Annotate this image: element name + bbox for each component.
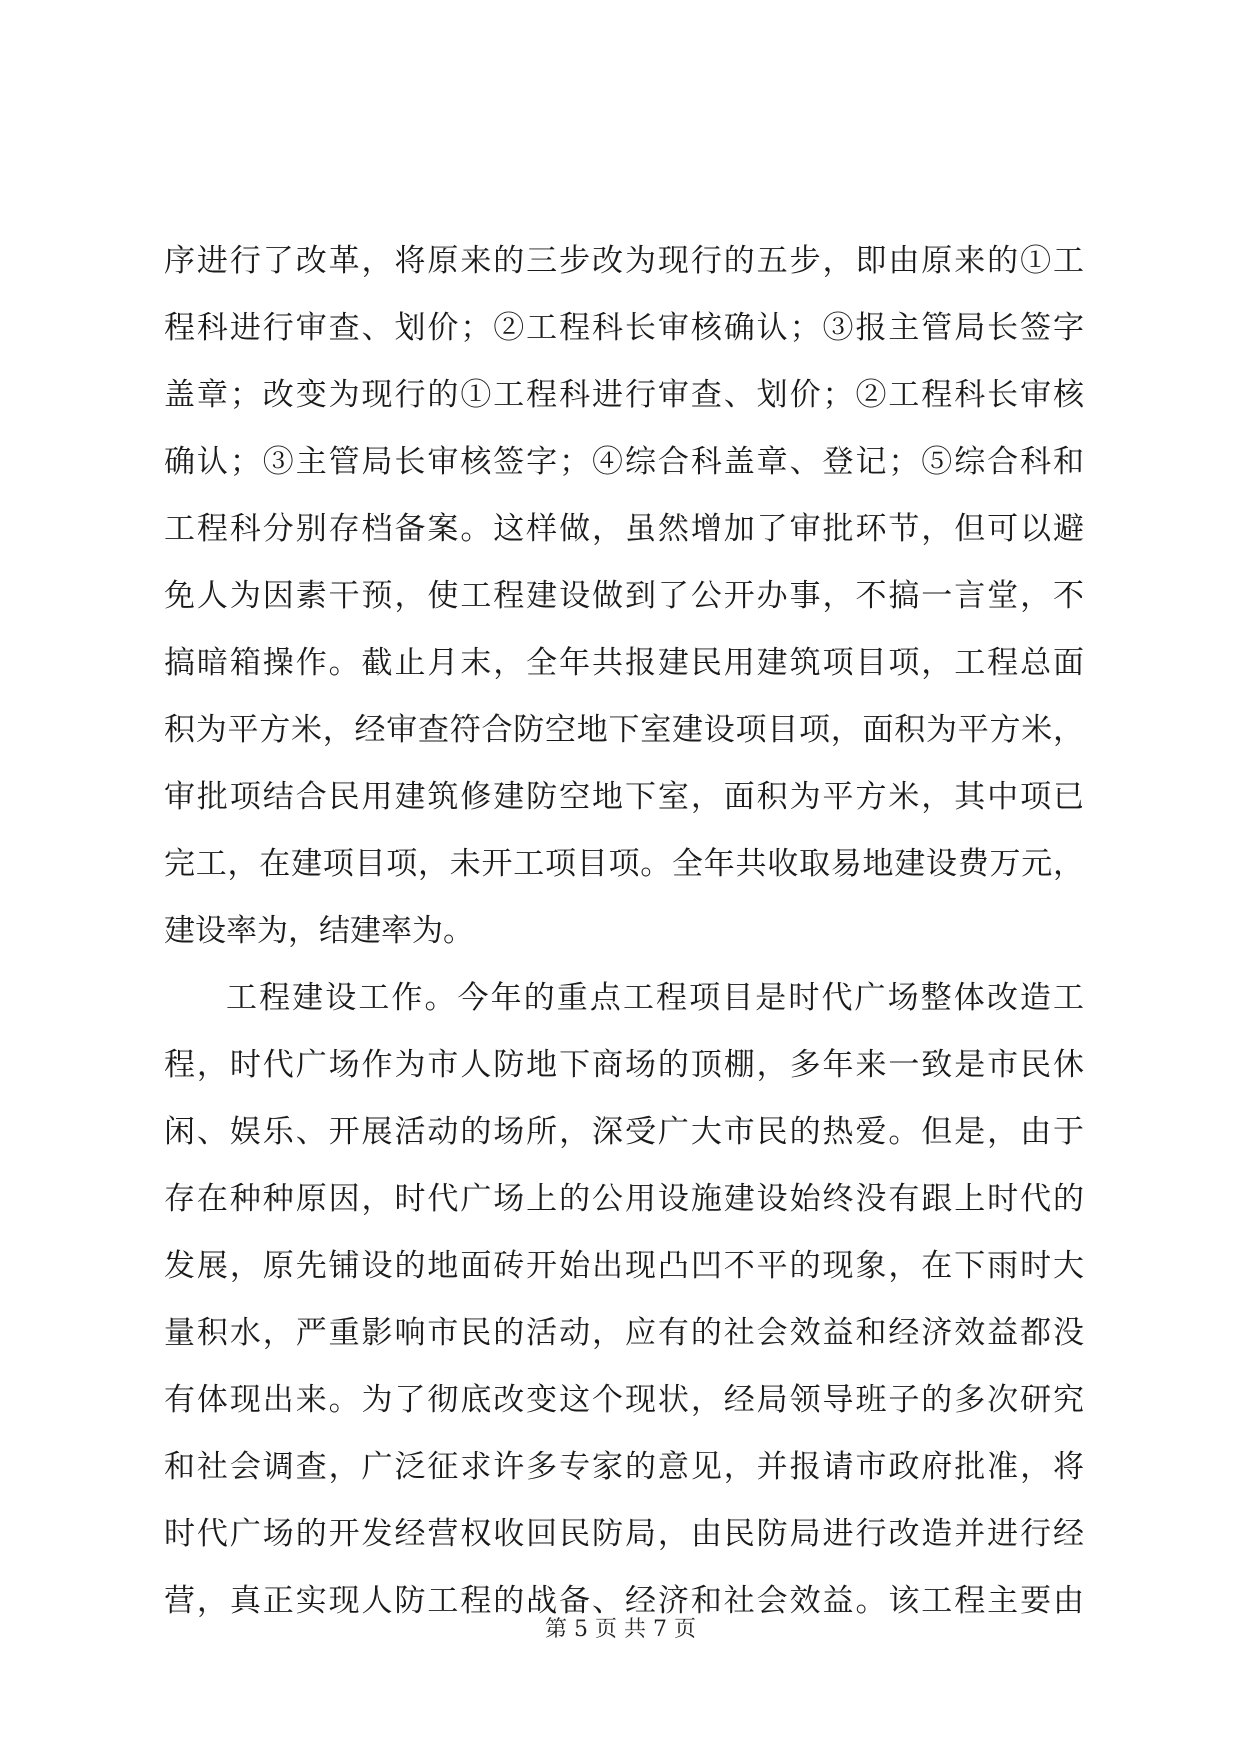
page-number-footer: 第 5 页 共 7 页: [545, 1617, 696, 1642]
text-line: 序进行了改革，将原来的三步改为现行的五步，即由原来的①工: [164, 243, 1084, 279]
text-line: 审批项结合民用建筑修建防空地下室，面积为平方米，其中项已: [164, 779, 1084, 815]
text-line: 完工，在建项目项，未开工项目项。全年共收取易地建设费万元，: [164, 846, 1084, 882]
paragraph-1: [164, 228, 1084, 965]
text-line: 时代广场的开发经营权收回民防局，由民防局进行改造并进行经: [164, 1516, 1084, 1552]
text-line: 免人为因素干预，使工程建设做到了公开办事，不搞一言堂，不: [164, 578, 1084, 614]
text-line: 量积水，严重影响市民的活动，应有的社会效益和经济效益都没: [164, 1315, 1084, 1351]
text-line: 和社会调查，广泛征求许多专家的意见，并报请市政府批准，将: [164, 1449, 1084, 1485]
paragraph-2: [164, 965, 1084, 1635]
text-line: 营，真正实现人防工程的战备、经济和社会效益。该工程主要由: [164, 1583, 1084, 1619]
text-line: 积为平方米，经审查符合防空地下室建设项目项，面积为平方米，: [164, 712, 1084, 748]
text-line: 确认；③主管局长审核签字；④综合科盖章、登记；⑤综合科和: [164, 444, 1084, 480]
document-body: [164, 228, 1084, 1635]
text-line: 存在种种原因，时代广场上的公用设施建设始终没有跟上时代的: [164, 1181, 1084, 1217]
text-line: 工程科分别存档备案。这样做，虽然增加了审批环节，但可以避: [164, 511, 1084, 547]
text-line: 建设率为，结建率为。: [164, 913, 474, 949]
text-line: 程，时代广场作为市人防地下商场的顶棚，多年来一致是市民休: [164, 1047, 1084, 1083]
text-line: 搞暗箱操作。截止月末，全年共报建民用建筑项目项，工程总面: [164, 645, 1084, 681]
text-line: 程科进行审查、划价；②工程科长审核确认；③报主管局长签字: [164, 310, 1084, 346]
text-line: 闲、娱乐、开展活动的场所，深受广大市民的热爱。但是，由于: [164, 1114, 1084, 1150]
text-line: 发展，原先铺设的地面砖开始出现凸凹不平的现象，在下雨时大: [164, 1248, 1084, 1284]
text-line: 盖章；改变为现行的①工程科进行审查、划价；②工程科长审核: [164, 377, 1084, 413]
text-line: 工程建设工作。今年的重点工程项目是时代广场整体改造工: [226, 980, 1084, 1016]
text-line: 有体现出来。为了彻底改变这个现状，经局领导班子的多次研究: [164, 1382, 1084, 1418]
